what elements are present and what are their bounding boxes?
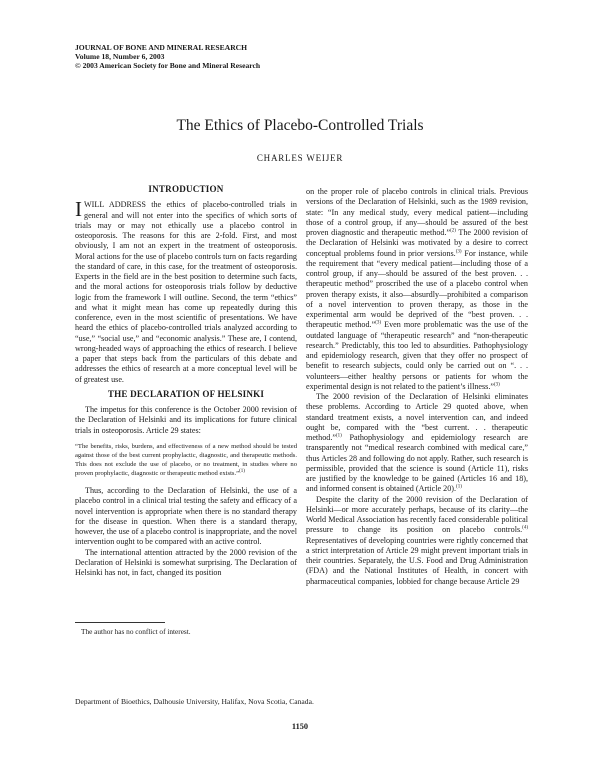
citation: (3) — [375, 320, 382, 326]
citation: (1) — [456, 484, 462, 490]
citation: (3) — [493, 382, 500, 388]
citation: (1) — [336, 433, 342, 439]
helsinki-heading: THE DECLARATION OF HELSINKI — [107, 388, 265, 399]
intro-lead-in: WILL ADDRESS — [84, 200, 146, 210]
author-affiliation: Department of Bioethics, Dalhousie University, Halifax, Nova Scotia, Canada. — [75, 697, 314, 706]
right-paragraph-2 — [306, 392, 528, 495]
helsinki-paragraph-1: The impetus for this conference is the October 2000 revision of the Declaration of Helsinki and its implications for future clinical trials in osteoporosis. Article 29 states: — [75, 405, 297, 435]
text: Pathophysiology and epidemiology research are transparently not “medical research combined with medical care,” thus Articles 28 and following do not apply. Rather, such research is permissible, provided that the science is sound (Article 11), risks are justified by the knowledge to be gained (Articles 16 and 18), and informed consent is obtained (Article 20). — [306, 433, 528, 494]
text: The 2000 revision of the Declaration of Helsinki eliminates these problems. According to Article 29 quoted above, when standard treatment exists, a novel intervention can, and indeed ought be, compared with the “best current. . . therapeutic method.” — [306, 392, 528, 442]
article-29-quote — [75, 442, 297, 478]
helsinki-paragraph-3: The international attention attracted by the 2000 revision of the Declaration of Helsinki is somewhat surprising. The Declaration of Helsinki has not, in fact, changed its position — [75, 547, 297, 578]
text: Even more problematic was the use of the outdated language of “therapeutic research” and “non-therapeutic research.” Predictably, this too led to absurdities. Pathophysiology and epidemiology research, given that they offer no prospect of benefit to research subjects, could only be carried out on “. . . volunteers—either healthy persons or patients for whom the experimental design is not related to the patient’s illness.” — [306, 320, 528, 391]
journal-header — [75, 43, 260, 70]
drop-cap: I — [75, 197, 82, 222]
right-column — [306, 187, 528, 587]
article-title: The Ethics of Placebo-Controlled Trials — [176, 117, 424, 134]
article-author: CHARLES WEIJER — [256, 153, 344, 163]
intro-body: the ethics of placebo-controlled trials in general and will not enter into the specifics of which sorts of trials may or may not ethically use a placebo control in osteoporosis. The reasons for this are 2-fold. First, and most obviously, I am not an expert in the treatment of osteoporosis. Moral actions for the use of placebo controls turn on facts regarding the standard of care, in this case, for the treatment of osteoporosis. Experts in the field are in the best position to determine such facts, and the moral actions for osteoporosis trials follow by deductive logic from the framework I will outline. Second, the term “ethics” and what it might mean has come up repeatedly during this conference, even in the most scientific of presentations. We have heard the ethics of placebo-controlled trials analyzed according to “use,” “social use,” and “economic analysis.” These are, I contend, wrong-headed ways of approaching the ethics of research. I believe a paper that steps back from the particulars of this debate and addresses the ethics of research at a more conceptual level will be of greatest use. — [75, 200, 297, 384]
citation: (3) — [455, 248, 462, 254]
text: For instance, while the requirement that “every medical patient—including those of a control group, if any—should be assured of the best proven. . . therapeutic method” proscribed the use of a placebo control when proven therapy exists, it also—absurdly—prohibited a comparison of a novel intervention to proven therapy, as those in the experimental arm would be deprived of the “best proven. . . therapeutic method.” — [306, 248, 528, 330]
right-paragraph-1 — [306, 187, 528, 392]
text: on the proper role of placebo controls in clinical trials. Previous versions of the Declaration of Helsinki, such as the 1989 revision, state: “In any medical study, every medical patient—including those of a control group, if any—should be assured of the best proven diagnostic and therapeutic method.” — [306, 187, 528, 237]
journal-volume: Volume 18, Number 6, 2003 — [75, 52, 165, 61]
helsinki-paragraph-2: Thus, according to the Declaration of Helsinki, the use of a placebo control in a clinical trial testing the safety and efficacy of a novel intervention is appropriate when there is no standard therapy for the disease in question. When there is a standard therapy, however, the use of a placebo control is inappropriate, and the novel intervention ought to be compared with an active control. — [75, 486, 297, 547]
footnote-rule — [75, 622, 165, 623]
citation: (1) — [239, 468, 245, 474]
introduction-paragraph — [75, 197, 297, 385]
citation: (2) — [450, 228, 456, 234]
left-column — [75, 184, 297, 578]
page-number: 1150 — [291, 722, 309, 731]
text: The 2000 revision of the Declaration of Helsinki was motivated by a desire to correct conceptual problems found in prior versions. — [306, 228, 528, 258]
conflict-footnote: The author has no conflict of interest. — [81, 627, 191, 636]
text: Representatives of developing countries were rightly concerned that a strict interpretation of Article 29 might prevent important trials in their countries. Separately, the U.S. Food and Drug Administration (FDA) and the National Institutes of Health, in concert with pharmaceutical companies, lobbied for change because Article 29 — [306, 535, 528, 586]
introduction-heading: INTRODUCTION — [148, 184, 224, 194]
quote-text: “The benefits, risks, burdens, and effectiveness of a new method should be tested against those of the best current prophylactic, diagnostic, and therapeutic methods. This does not exclude the use of placebo, or no treatment, in studies where no proven prophylactic, diagnostic or therapeutic method exists.” — [75, 442, 297, 478]
right-paragraph-3 — [306, 495, 528, 587]
text: Despite the clarity of the 2000 revision of the Declaration of Helsinki—or more accurately perhaps, because of its clarity—the World Medical Association has recently faced considerable political pressure to change its position on placebo controls. — [306, 494, 528, 535]
journal-name: JOURNAL OF BONE AND MINERAL RESEARCH — [75, 43, 248, 52]
citation: (4) — [522, 525, 528, 531]
journal-copyright: © 2003 American Society for Bone and Mineral Research — [75, 61, 261, 70]
